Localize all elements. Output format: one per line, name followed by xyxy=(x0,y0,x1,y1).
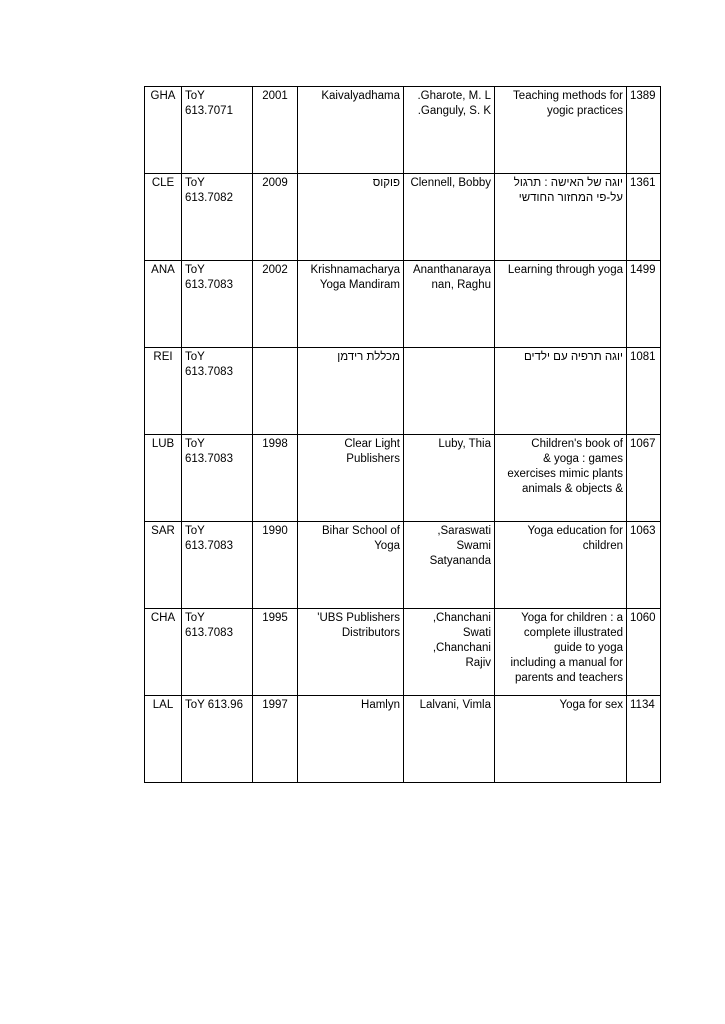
cell-author-line: Swati xyxy=(462,627,491,639)
cell-author-line: Swami xyxy=(456,540,491,552)
cell-year: 2009 xyxy=(253,174,298,261)
cell-author-line: .Gharote, M. L xyxy=(417,90,491,102)
cell-author-line: .Ganguly, S. K xyxy=(417,105,491,117)
cell-code: CLE xyxy=(145,174,182,261)
cell-call-number xyxy=(182,522,253,609)
cell-title-line: על-פי המחזור החודשי xyxy=(518,192,623,204)
cell-author-line: Ananthanaraya xyxy=(412,264,491,276)
cell-call-number-line: 613.7083 xyxy=(185,627,233,639)
cell-title-line: exercises mimic plants xyxy=(507,468,623,480)
cell-publisher-line: פוקוס xyxy=(372,177,400,189)
cell-record-number: 1060 xyxy=(627,609,661,696)
cell-author-line: Lalvani, Vimla xyxy=(419,699,491,711)
cell-publisher-line: מכללת רידמן xyxy=(337,351,400,363)
cell-title-line: yogic practices xyxy=(546,105,623,117)
cell-title-line: including a manual for xyxy=(510,657,623,669)
cell-publisher xyxy=(298,174,404,261)
cell-year: 2001 xyxy=(253,87,298,174)
cell-author xyxy=(404,174,495,261)
cell-title xyxy=(495,435,627,522)
cell-author-line: Luby, Thia xyxy=(438,438,491,450)
cell-title-line: guide to yoga xyxy=(553,642,623,654)
catalog-table xyxy=(144,86,661,783)
table-row xyxy=(145,696,661,783)
cell-publisher-line: Bihar School of xyxy=(322,525,400,537)
cell-code: LUB xyxy=(145,435,182,522)
table-row xyxy=(145,435,661,522)
catalog-body xyxy=(145,87,661,783)
cell-author xyxy=(404,609,495,696)
cell-title-line: Yoga for sex xyxy=(559,699,623,711)
cell-publisher-line: Yoga xyxy=(374,540,400,552)
cell-author-line: Satyananda xyxy=(429,555,491,567)
cell-author-line: ,Chanchani xyxy=(432,642,491,654)
cell-publisher-line: Yoga Mandiram xyxy=(319,279,400,291)
cell-publisher xyxy=(298,435,404,522)
cell-call-number-line: ToY xyxy=(185,438,205,450)
cell-record-number: 1361 xyxy=(627,174,661,261)
cell-author xyxy=(404,348,495,435)
cell-author xyxy=(404,696,495,783)
table-row xyxy=(145,348,661,435)
cell-publisher-line: Kaivalyadhama xyxy=(321,90,400,102)
table-row xyxy=(145,522,661,609)
cell-call-number-line: ToY xyxy=(185,177,205,189)
cell-call-number-line: 613.7083 xyxy=(185,453,233,465)
cell-record-number: 1067 xyxy=(627,435,661,522)
cell-author-line: nan, Raghu xyxy=(431,279,491,291)
cell-record-number: 1063 xyxy=(627,522,661,609)
cell-code: CHA xyxy=(145,609,182,696)
cell-title-line: parents and teachers xyxy=(514,672,623,684)
cell-call-number-line: ToY 613.96 xyxy=(185,699,243,711)
cell-author xyxy=(404,87,495,174)
cell-code: LAL xyxy=(145,696,182,783)
cell-title xyxy=(495,609,627,696)
cell-author-line: ,Saraswati xyxy=(437,525,491,537)
cell-call-number-line: 613.7082 xyxy=(185,192,233,204)
cell-publisher xyxy=(298,261,404,348)
cell-publisher xyxy=(298,348,404,435)
cell-title-line: & yoga : games xyxy=(543,453,623,465)
cell-publisher-line: Publishers xyxy=(346,453,400,465)
cell-call-number-line: 613.7083 xyxy=(185,279,233,291)
cell-call-number xyxy=(182,87,253,174)
cell-author xyxy=(404,261,495,348)
cell-author xyxy=(404,435,495,522)
cell-record-number: 1134 xyxy=(627,696,661,783)
cell-call-number xyxy=(182,696,253,783)
cell-publisher xyxy=(298,522,404,609)
cell-title-line: animals & objects & xyxy=(522,483,623,495)
cell-call-number xyxy=(182,261,253,348)
cell-author xyxy=(404,522,495,609)
cell-title xyxy=(495,696,627,783)
cell-title-line: Teaching methods for xyxy=(513,90,623,102)
cell-call-number xyxy=(182,348,253,435)
cell-year: 1997 xyxy=(253,696,298,783)
cell-title xyxy=(495,174,627,261)
cell-publisher-line: Hamlyn xyxy=(361,699,400,711)
cell-record-number: 1081 xyxy=(627,348,661,435)
table-row xyxy=(145,87,661,174)
cell-author-line: Clennell, Bobby xyxy=(410,177,491,189)
cell-record-number: 1499 xyxy=(627,261,661,348)
cell-title-line: Children's book of xyxy=(531,438,623,450)
cell-call-number-line: ToY xyxy=(185,525,205,537)
cell-publisher-line: Clear Light xyxy=(344,438,400,450)
cell-year: 1990 xyxy=(253,522,298,609)
cell-year: 1995 xyxy=(253,609,298,696)
cell-title xyxy=(495,261,627,348)
table-row xyxy=(145,609,661,696)
table-row xyxy=(145,174,661,261)
cell-call-number-line: 613.7083 xyxy=(185,540,233,552)
cell-year: 2002 xyxy=(253,261,298,348)
cell-publisher-line: Distributors xyxy=(341,627,400,639)
cell-call-number-line: ToY xyxy=(185,90,205,102)
cell-call-number xyxy=(182,435,253,522)
cell-author-line: Rajiv xyxy=(465,657,491,669)
cell-code: GHA xyxy=(145,87,182,174)
cell-call-number-line: 613.7071 xyxy=(185,105,233,117)
cell-title-line: יוגה של האישה : תרגול xyxy=(513,177,623,189)
cell-publisher xyxy=(298,696,404,783)
cell-record-number: 1389 xyxy=(627,87,661,174)
cell-title xyxy=(495,522,627,609)
cell-title-line: complete illustrated xyxy=(523,627,623,639)
table-row xyxy=(145,261,661,348)
cell-call-number xyxy=(182,174,253,261)
cell-call-number-line: ToY xyxy=(185,612,205,624)
cell-publisher xyxy=(298,609,404,696)
cell-publisher-line: 'UBS Publishers xyxy=(317,612,400,624)
cell-call-number-line: ToY xyxy=(185,264,205,276)
cell-call-number xyxy=(182,609,253,696)
cell-year: 1998 xyxy=(253,435,298,522)
cell-title-line: children xyxy=(582,540,623,552)
cell-title-line: Yoga education for xyxy=(527,525,623,537)
cell-title xyxy=(495,87,627,174)
cell-title-line: Learning through yoga xyxy=(507,264,623,276)
cell-title-line: Yoga for children : a xyxy=(521,612,623,624)
cell-publisher-line: Krishnamacharya xyxy=(310,264,400,276)
cell-code: ANA xyxy=(145,261,182,348)
cell-code: REI xyxy=(145,348,182,435)
cell-author-line: ,Chanchani xyxy=(432,612,491,624)
cell-title xyxy=(495,348,627,435)
cell-title-line: יוגה תרפיה עם ילדים xyxy=(523,351,623,363)
cell-call-number-line: 613.7083 xyxy=(185,366,233,378)
cell-code: SAR xyxy=(145,522,182,609)
cell-publisher xyxy=(298,87,404,174)
cell-call-number-line: ToY xyxy=(185,351,205,363)
cell-year xyxy=(253,348,298,435)
